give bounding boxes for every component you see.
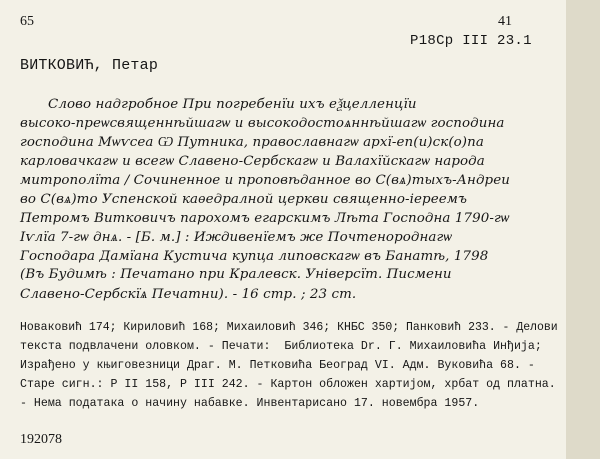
description-line: карловачкагѡ и всегѡ Славено-Сербскагѡ и Валахїйскагѡ народа xyxy=(20,154,485,169)
adjacent-card-edge xyxy=(566,0,600,459)
shelf-signature: P18Cp III 23.1 xyxy=(410,33,532,49)
description-line: Славено-Сербскїѧ Печатни). - 16 стр. ; 23 cm. xyxy=(20,287,357,302)
description-line: высоко-преѡсвященнѣйшагѡ и высокодостоѧннѣйшагѡ господина xyxy=(20,116,505,131)
note-line: текста подвлачени оловком. - Печати: Библиотека Dr. Г. Михаиловића Инђија; xyxy=(20,340,542,353)
description-line: Слово надгробное При погребенїи ихъ еѯцелленцїи xyxy=(48,97,417,112)
description-line: во С(вѧ)то Успенской каѳедралной церкви священно-іереемъ xyxy=(20,192,467,207)
description-line: Іѵлїа 7-гѡ днѧ. - [Б. м.] : Иждивенїемъ же Почтенороднагѡ xyxy=(20,230,452,245)
description-line: митрополїта / Сочиненное и проповѣданное во С(вѧ)тыхъ-Андреи xyxy=(20,173,510,188)
description-line: Господара Дамїана Кустича купца липовскагѡ въ Банатѣ, 1798 xyxy=(20,249,489,264)
note-line: Израђено у књиговезници Драг. М. Петковића Београд VI. Адм. Вуковића 68. - xyxy=(20,359,535,372)
note-line: - Нема података о начину набавке. Инвентарисано 17. новембра 1957. xyxy=(20,397,480,410)
author-heading: ВИТКОВИЋ, Петар xyxy=(20,57,159,74)
card-top-left-number: 65 xyxy=(20,14,34,29)
description-line: господина Мѡѵсеа Ѡ Путника, православнагѡ архї-еп(и)ск(о)па xyxy=(20,135,484,150)
inventory-number: 192078 xyxy=(20,432,62,447)
note-line: Старе сигн.: P II 158, P III 242. - Картон обложен хартијом, хрбат од платна. xyxy=(20,378,556,391)
description-line: (Въ Будимѣ : Печатано при Кралевск. Універсїт. Писмени xyxy=(20,267,452,282)
note-line: Новаковић 174; Кириловић 168; Михаиловић 346; КНБС 350; Панковић 233. - Делови xyxy=(20,321,558,334)
description-line: Петромъ Витковичъ парохомъ егарскимъ Лѣта Господна 1790-гѡ xyxy=(20,211,510,226)
card-top-right-number: 41 xyxy=(498,14,512,29)
